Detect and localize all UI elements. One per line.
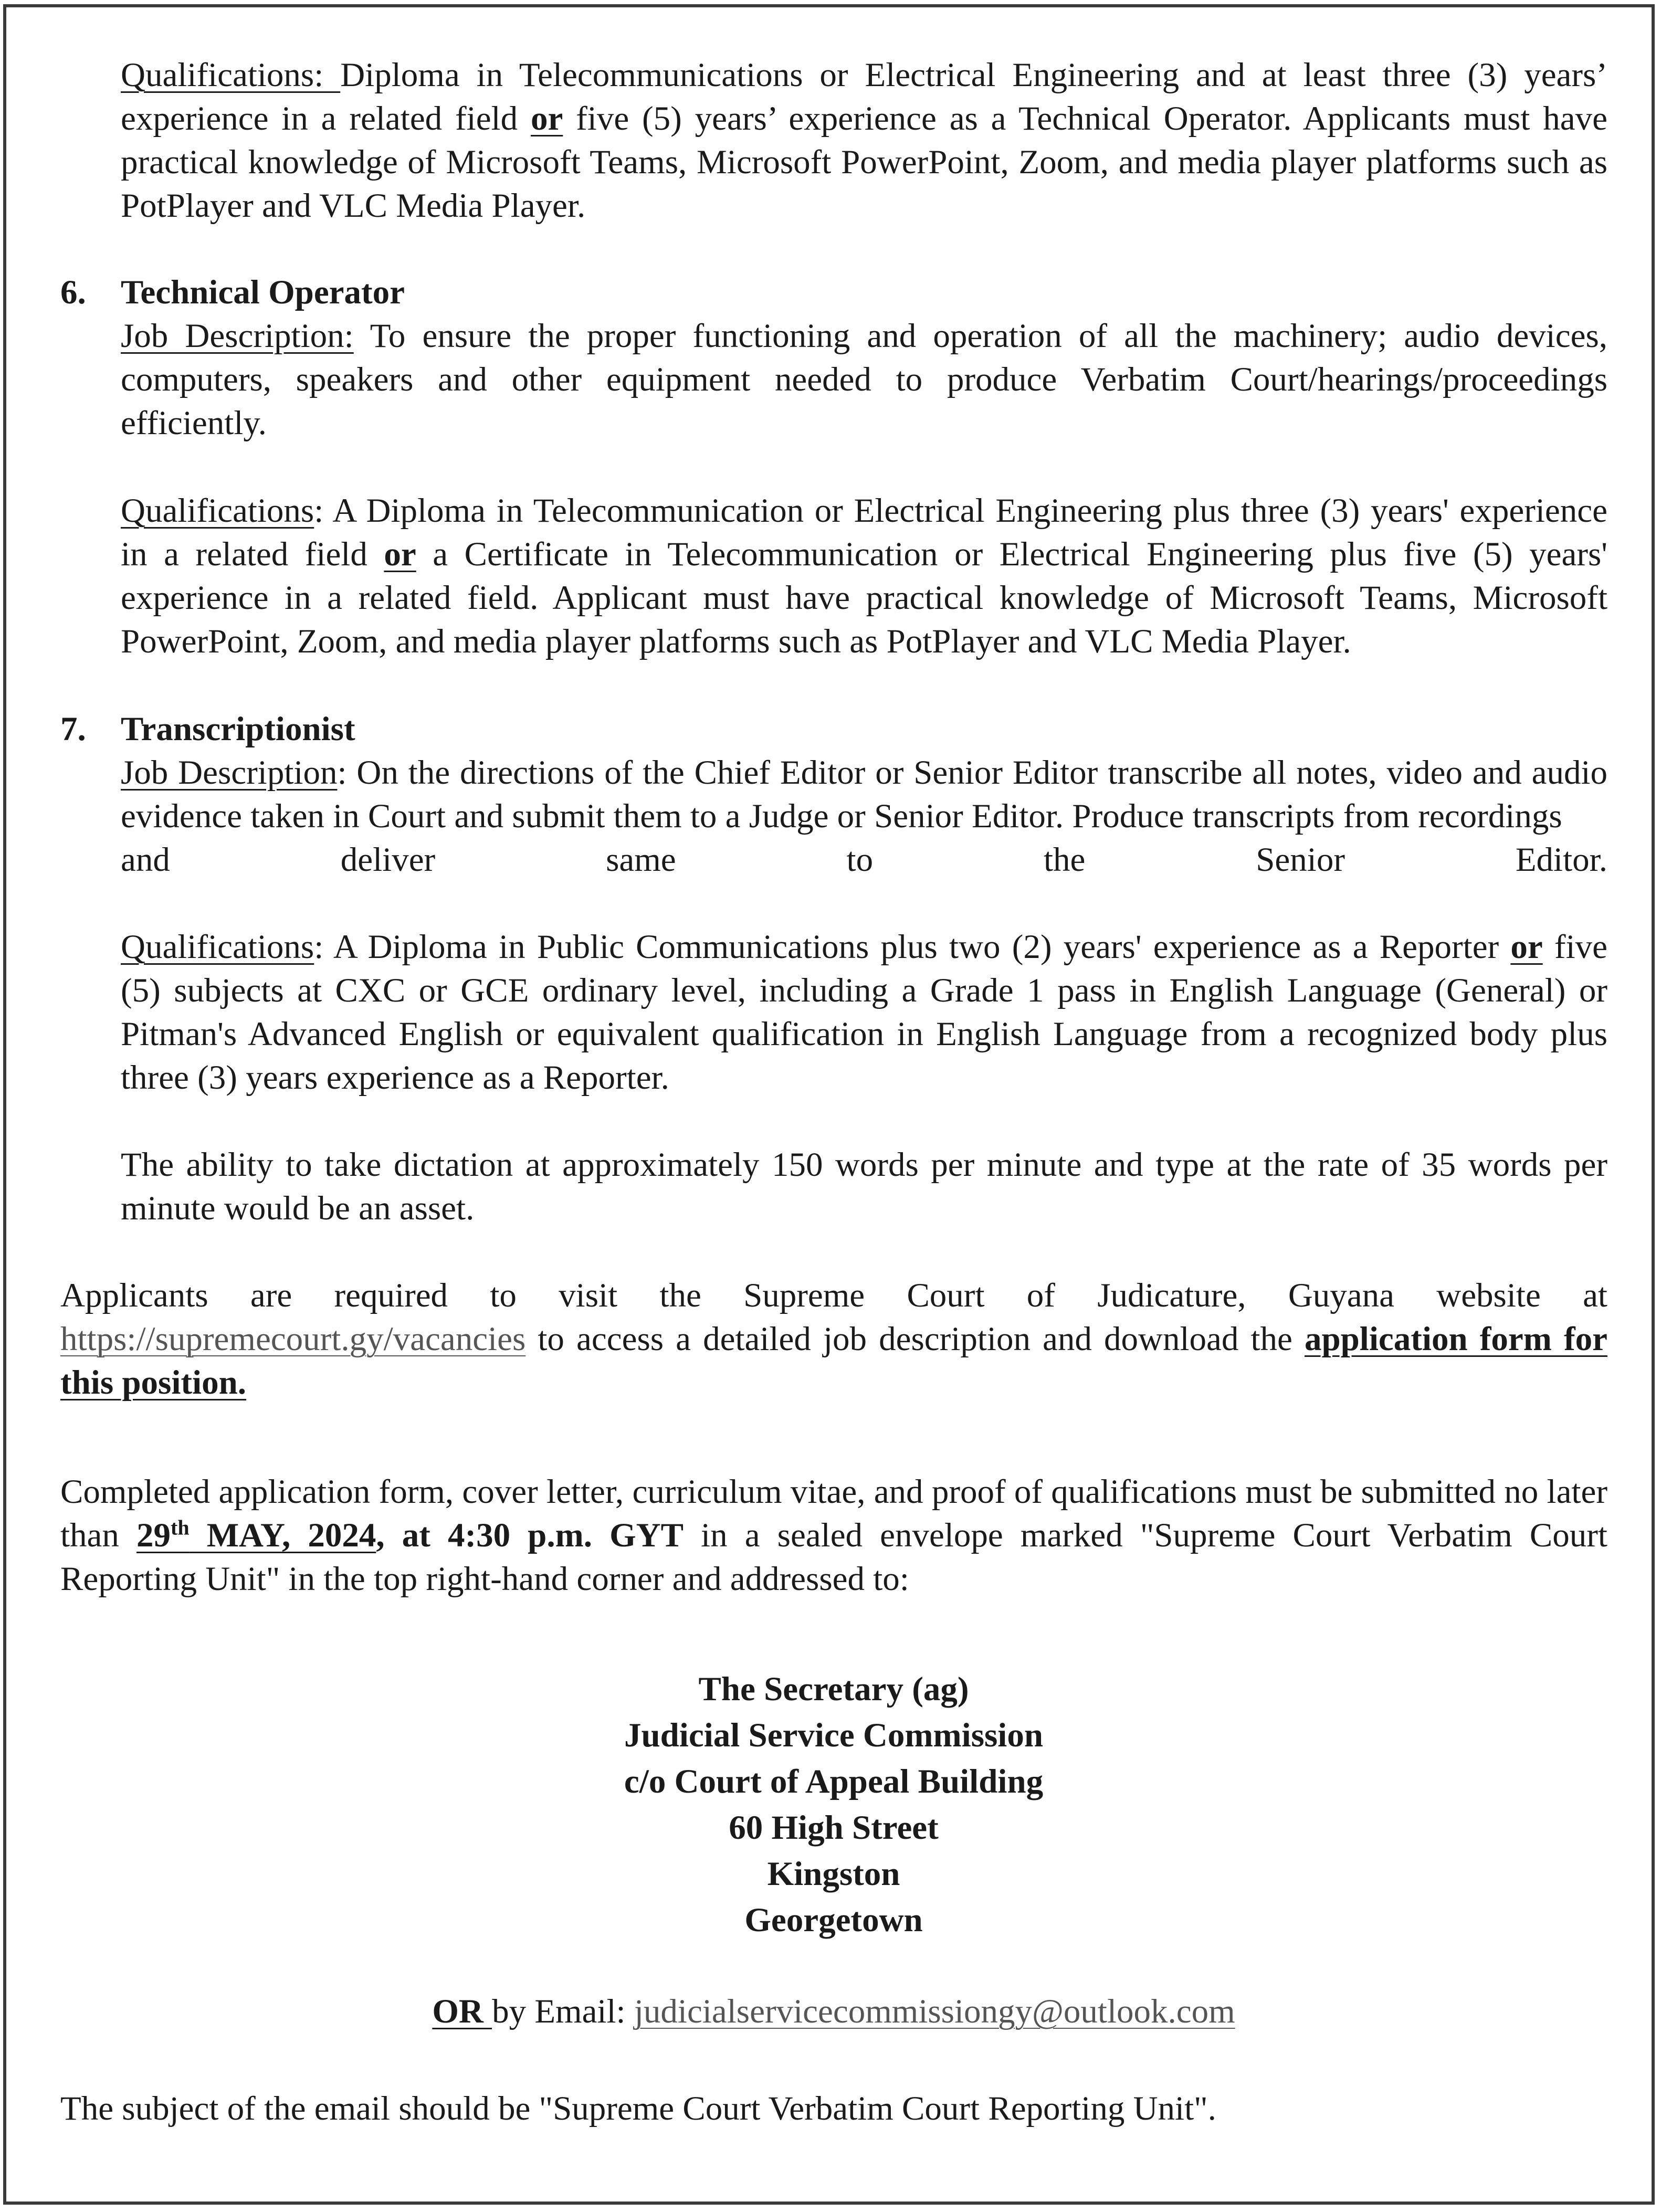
section-title: Technical Operator	[121, 273, 405, 311]
or-emphasis: or	[384, 535, 416, 573]
mailing-address	[6, 1666, 1661, 1943]
or-emphasis: OR	[432, 1993, 492, 2030]
or-emphasis: or	[1510, 928, 1543, 966]
submission-instructions: Completed application form, cover letter, curriculum vitae, and proof of qualifications must be submitted no later than 29th MAY, 2024, at 4:30 p.m. GYT in a sealed envelope marked "Supreme Court Verbatim Court Reporting Unit" in the top right-hand corner and addressed to:	[60, 1473, 1607, 1598]
email-contact: OR by Email: judicialservicecommissiongy@outlook.com	[432, 1993, 1235, 2030]
deadline-date: 29th MAY, 2024	[136, 1515, 376, 1554]
section6-qualifications: Qualifications: A Diploma in Telecommunication or Electrical Engineering plus three (3) years' experience in a related field or a Certificate in Telecommunication or Electrical Engineering plus five (5) years' experience in a related field. Applicant must have practical knowledge of Microsoft Teams, Microsoft PowerPoint, Zoom, and media player platforms such as PotPlayer and VLC Media Player.	[121, 492, 1607, 660]
qualifications-label: Qualifications	[121, 928, 314, 966]
address-line: Judicial Service Commission	[624, 1716, 1044, 1754]
section6-job-description: Job Description: To ensure the proper functioning and operation of all the machinery; audio devices, computers, speakers and other equipment needed to produce Verbatim Court/hearings/proceedings efficiently.	[121, 317, 1607, 442]
applicants-line: Applicants are required to visit the Supreme Court of Judicature, Guyana website at	[60, 1277, 1607, 1314]
qualifications-label: Qualifications:	[121, 56, 341, 94]
or-emphasis: or	[530, 100, 563, 138]
applicants-instructions: https://supremecourt.gy/vacancies to access a detailed job description and download the application form for this position.	[60, 1320, 1607, 1402]
address-line: 60 High Street	[729, 1809, 939, 1847]
deadline-time: , at 4:30 p.m. GYT	[376, 1516, 684, 1554]
address-line: The Secretary (ag)	[698, 1670, 969, 1708]
section5-qualifications: Qualifications: Diploma in Telecommunications or Electrical Engineering and at least three (3) years’ experience in a related field or five (5) years’ experience as a Technical Operator. Applicants must have practical knowledge of Microsoft Teams, Microsoft PowerPoint, Zoom, and media player platforms such as PotPlayer and VLC Media Player.	[121, 56, 1607, 225]
application-form-emphasis: application form for this position.	[60, 1320, 1607, 1402]
document-page	[3, 4, 1655, 2205]
address-line: Georgetown	[744, 1901, 923, 1939]
section7-qualifications: Qualifications: A Diploma in Public Communications plus two (2) years' experience as a Reporter or five (5) subjects at CXC or GCE ordinary level, including a Grade 1 pass in English Language (General) or Pitman's Advanced English or equivalent qualification in English Language from a recognized body plus three (3) years experience as a Reporter.	[121, 928, 1607, 1097]
section7-job-description-last-line: and deliver same to the Senior Editor.	[121, 841, 1607, 879]
section-number: 6.	[60, 273, 86, 311]
section7-asset-note: The ability to take dictation at approximately 150 words per minute and type at the rate of 35 words per minute would be an asset.	[121, 1146, 1607, 1227]
section7-job-description: Job Description: On the directions of the Chief Editor or Senior Editor transcribe all notes, video and audio evidence taken in Court and submit them to a Judge or Senior Editor. Produce transcripts from recordings	[121, 754, 1607, 835]
qualifications-label: Qualifications	[121, 492, 314, 530]
vacancies-link[interactable]: https://supremecourt.gy/vacancies	[60, 1320, 526, 1358]
job-description-label: Job Description	[121, 754, 338, 792]
address-line: Kingston	[767, 1855, 900, 1893]
email-link[interactable]: judicialservicecommissiongy@outlook.com	[634, 1993, 1235, 2030]
address-line: c/o Court of Appeal Building	[624, 1763, 1044, 1800]
job-description-label: Job Description:	[121, 317, 354, 355]
section-title: Transcriptionist	[121, 710, 355, 748]
email-subject-note: The subject of the email should be "Supreme Court Verbatim Court Reporting Unit".	[60, 2090, 1216, 2127]
section-number: 7.	[60, 710, 86, 748]
